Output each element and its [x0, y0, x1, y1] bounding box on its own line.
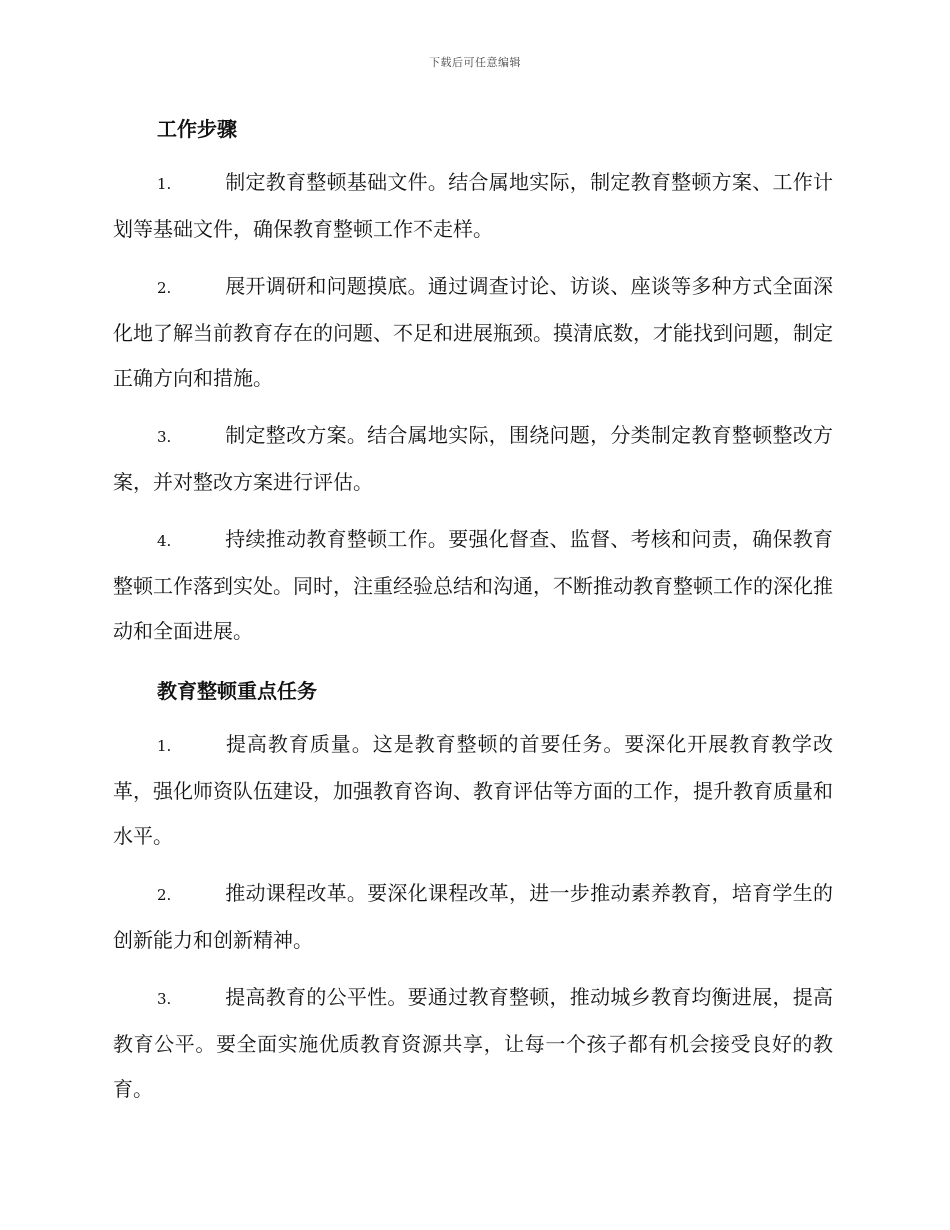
- item-number: 2.: [157, 886, 172, 904]
- item-number: 3.: [157, 990, 172, 1008]
- list-item: [113, 871, 833, 963]
- item-text: 推动课程改革。要深化课程改革，进一步推动素养教育，培育学生的创新能力和创新精神。: [113, 881, 833, 952]
- item-text: 制定整改方案。结合属地实际，围绕问题，分类制定教育整顿整改方案，并对整改方案进行评估。: [113, 423, 833, 494]
- section-work-steps: [113, 110, 833, 654]
- item-text: 提高教育质量。这是教育整顿的首要任务。要深化开展教育教学改革，强化师资队伍建设，加强教育咨询、教育评估等方面的工作，提升教育质量和水平。: [113, 732, 833, 848]
- item-number: 3.: [157, 428, 172, 446]
- section-heading: 工作步骤: [157, 117, 237, 141]
- section-key-tasks: [113, 672, 833, 1112]
- section-heading: 教育整顿重点任务: [157, 679, 317, 703]
- item-number: 4.: [157, 532, 172, 550]
- item-number: 1.: [157, 175, 172, 193]
- item-number: 1.: [157, 737, 172, 755]
- list-item: [113, 722, 833, 859]
- item-text: 持续推动教育整顿工作。要强化督查、监督、考核和问责，确保教育整顿工作落到实处。同时，注重经验总结和沟通，不断推动教育整顿工作的深化推动和全面进展。: [113, 527, 833, 643]
- list-item: [113, 413, 833, 505]
- list-item: [113, 264, 833, 401]
- item-number: 2.: [157, 279, 172, 297]
- header-note: 下载后可任意编辑: [429, 56, 521, 69]
- item-text: 展开调研和问题摸底。通过调查讨论、访谈、座谈等多种方式全面深化地了解当前教育存在的问题、不足和进展瓶颈。摸清底数，才能找到问题，制定正确方向和措施。: [113, 274, 833, 390]
- item-text: 制定教育整顿基础文件。结合属地实际，制定教育整顿方案、工作计划等基础文件，确保教育整顿工作不走样。: [113, 170, 833, 241]
- document-body: [113, 110, 833, 1130]
- list-item: [113, 517, 833, 654]
- list-item: [113, 160, 833, 252]
- list-item: [113, 975, 833, 1112]
- item-text: 提高教育的公平性。要通过教育整顿，推动城乡教育均衡进展，提高教育公平。要全面实施优质教育资源共享，让每一个孩子都有机会接受良好的教育。: [113, 985, 833, 1101]
